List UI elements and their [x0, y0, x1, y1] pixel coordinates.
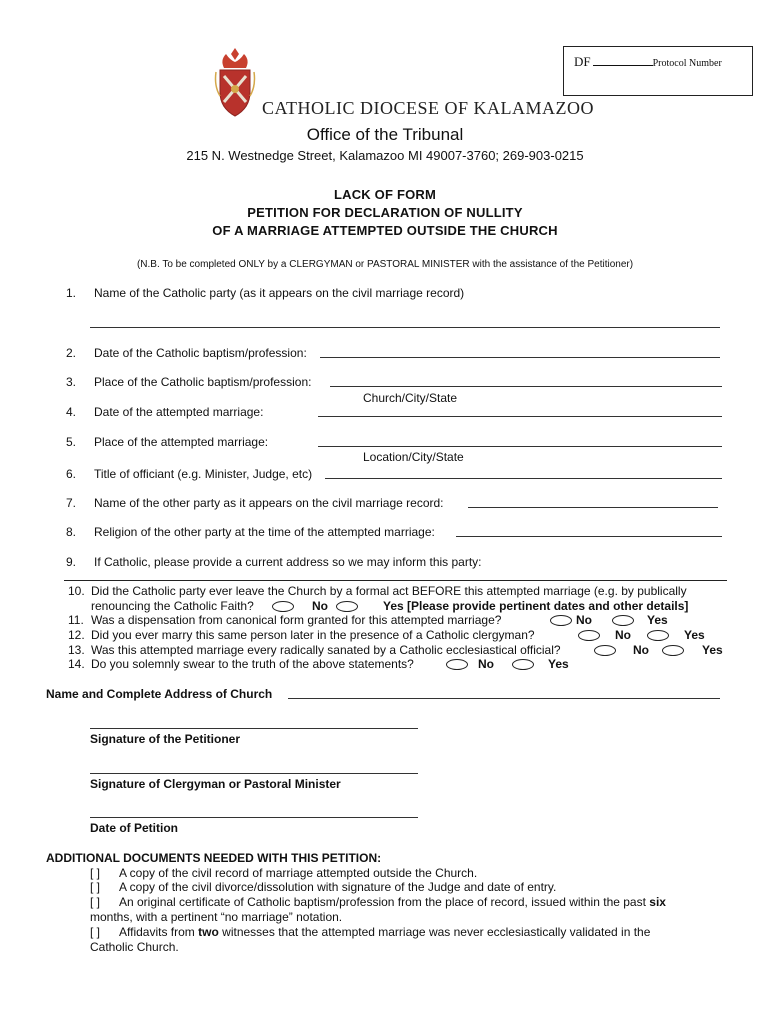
church-label: Name and Complete Address of Church	[46, 687, 273, 701]
q14-yes-option[interactable]	[512, 659, 534, 670]
q14-no-option[interactable]	[446, 659, 468, 670]
q10-yes-option[interactable]	[336, 601, 358, 612]
q14-label: Do you solemnly swear to the truth of the above statements?	[91, 657, 414, 671]
form-title-3: OF A MARRIAGE ATTEMPTED OUTSIDE THE CHURCH	[212, 223, 558, 238]
doc3-label-cont: months, with a pertinent “no marriage” notation.	[90, 910, 343, 924]
q13-no-option[interactable]	[594, 645, 616, 656]
q6-field[interactable]	[325, 478, 722, 479]
q3-field[interactable]	[330, 386, 722, 387]
q14-no-label: No	[478, 657, 494, 671]
q8-field[interactable]	[456, 536, 722, 537]
q13-number: 13.	[68, 643, 85, 657]
q13-yes-label: Yes	[702, 643, 723, 657]
q11-no-option[interactable]	[550, 615, 572, 626]
diocese-crest-logo	[212, 46, 258, 118]
doc4-checkbox[interactable]: [ ]	[90, 925, 101, 939]
q11-no-label: No	[576, 613, 592, 627]
q13-yes-option[interactable]	[662, 645, 684, 656]
q4-field[interactable]	[318, 416, 722, 417]
q6-label: Title of officiant (e.g. Minister, Judge, etc)	[94, 467, 313, 481]
doc1-label: A copy of the civil record of marriage attempted outside the Church.	[119, 866, 478, 880]
q6-number: 6.	[66, 467, 77, 481]
q1-field[interactable]	[90, 327, 720, 328]
office-title: Office of the Tribunal	[306, 125, 464, 144]
q5-number: 5.	[66, 435, 77, 449]
q2-number: 2.	[66, 346, 77, 360]
protocol-number-box	[563, 46, 753, 96]
q10-no-label: No	[312, 599, 328, 613]
q10-number: 10.	[68, 584, 85, 598]
q3-number: 3.	[66, 375, 77, 389]
petitioner-signature-line[interactable]	[90, 728, 418, 729]
form-title-1: LACK OF FORM	[333, 187, 437, 202]
q9-label: If Catholic, please provide a current address so we may inform this party:	[94, 555, 482, 569]
church-field[interactable]	[288, 698, 720, 699]
q9-number: 9.	[66, 555, 77, 569]
q12-no-option[interactable]	[578, 630, 600, 641]
q13-no-label: No	[633, 643, 649, 657]
documents-heading: ADDITIONAL DOCUMENTS NEEDED WITH THIS PETITION:	[46, 851, 382, 865]
q5-field[interactable]	[318, 446, 722, 447]
doc3-label: An original certificate of Catholic baptism/profession from the place of record, issued within the past six	[119, 895, 666, 909]
q11-yes-label: Yes	[647, 613, 668, 627]
q10-label-cont: renouncing the Catholic Faith?	[91, 599, 254, 613]
protocol-field[interactable]: DF Protocol Number	[574, 54, 722, 69]
q8-label: Religion of the other party at the time of the attempted marriage:	[94, 525, 435, 539]
date-label: Date of Petition	[90, 821, 179, 835]
q12-label: Did you ever marry this same person later in the presence of a Catholic clergyman?	[91, 628, 535, 642]
date-line[interactable]	[90, 817, 418, 818]
q4-number: 4.	[66, 405, 77, 419]
q12-number: 12.	[68, 628, 85, 642]
q11-label: Was a dispensation from canonical form granted for this attempted marriage?	[91, 613, 502, 627]
section-divider	[64, 580, 727, 581]
q3-caption: Church/City/State	[363, 391, 458, 405]
q11-number: 11.	[68, 613, 84, 627]
q5-caption: Location/City/State	[363, 450, 464, 464]
office-address: 215 N. Westnedge Street, Kalamazoo MI 49007-3760; 269-903-0215	[186, 148, 584, 163]
doc2-checkbox[interactable]: [ ]	[90, 880, 101, 894]
q8-number: 8.	[66, 525, 77, 539]
q7-number: 7.	[66, 496, 77, 510]
q11-yes-option[interactable]	[612, 615, 634, 626]
q12-no-label: No	[615, 628, 631, 642]
q7-field[interactable]	[468, 507, 718, 508]
diocese-name: CATHOLIC DIOCESE OF KALAMAZOO	[262, 98, 594, 118]
q14-number: 14.	[68, 657, 85, 671]
q2-label: Date of the Catholic baptism/profession:	[94, 346, 307, 360]
q10-no-option[interactable]	[272, 601, 294, 612]
doc1-checkbox[interactable]: [ ]	[90, 866, 101, 880]
q10-label: Did the Catholic party ever leave the Church by a formal act BEFORE this attempted marriage (e.g. by publically	[91, 584, 687, 598]
q14-yes-label: Yes	[548, 657, 569, 671]
q3-label: Place of the Catholic baptism/profession:	[94, 375, 312, 389]
q4-label: Date of the attempted marriage:	[94, 405, 264, 419]
q7-label: Name of the other party as it appears on the civil marriage record:	[94, 496, 444, 510]
doc2-label: A copy of the civil divorce/dissolution with signature of the Judge and date of entry.	[119, 880, 557, 894]
q2-field[interactable]	[320, 357, 720, 358]
q10-yes-label: Yes [Please provide pertinent dates and other details]	[383, 599, 689, 613]
q1-label: Name of the Catholic party (as it appears on the civil marriage record)	[94, 286, 465, 300]
q12-yes-option[interactable]	[647, 630, 669, 641]
completion-note: (N.B. To be completed ONLY by a CLERGYMAN or PASTORAL MINISTER with the assistance of the Petitioner)	[136, 259, 634, 270]
q1-number: 1.	[66, 286, 77, 300]
form-title-2: PETITION FOR DECLARATION OF NULLITY	[247, 205, 523, 220]
clergy-signature-label: Signature of Clergyman or Pastoral Minister	[90, 777, 341, 791]
doc4-label: Affidavits from two witnesses that the attempted marriage was never ecclesiastically validated in the	[119, 925, 651, 939]
q13-label: Was this attempted marriage every radically sanated by a Catholic ecclesiastical official?	[91, 643, 561, 657]
doc3-checkbox[interactable]: [ ]	[90, 895, 101, 909]
clergy-signature-line[interactable]	[90, 773, 418, 774]
petitioner-signature-label: Signature of the Petitioner	[90, 732, 241, 746]
q12-yes-label: Yes	[684, 628, 705, 642]
doc4-label-cont: Catholic Church.	[90, 940, 179, 954]
q5-label: Place of the attempted marriage:	[94, 435, 269, 449]
